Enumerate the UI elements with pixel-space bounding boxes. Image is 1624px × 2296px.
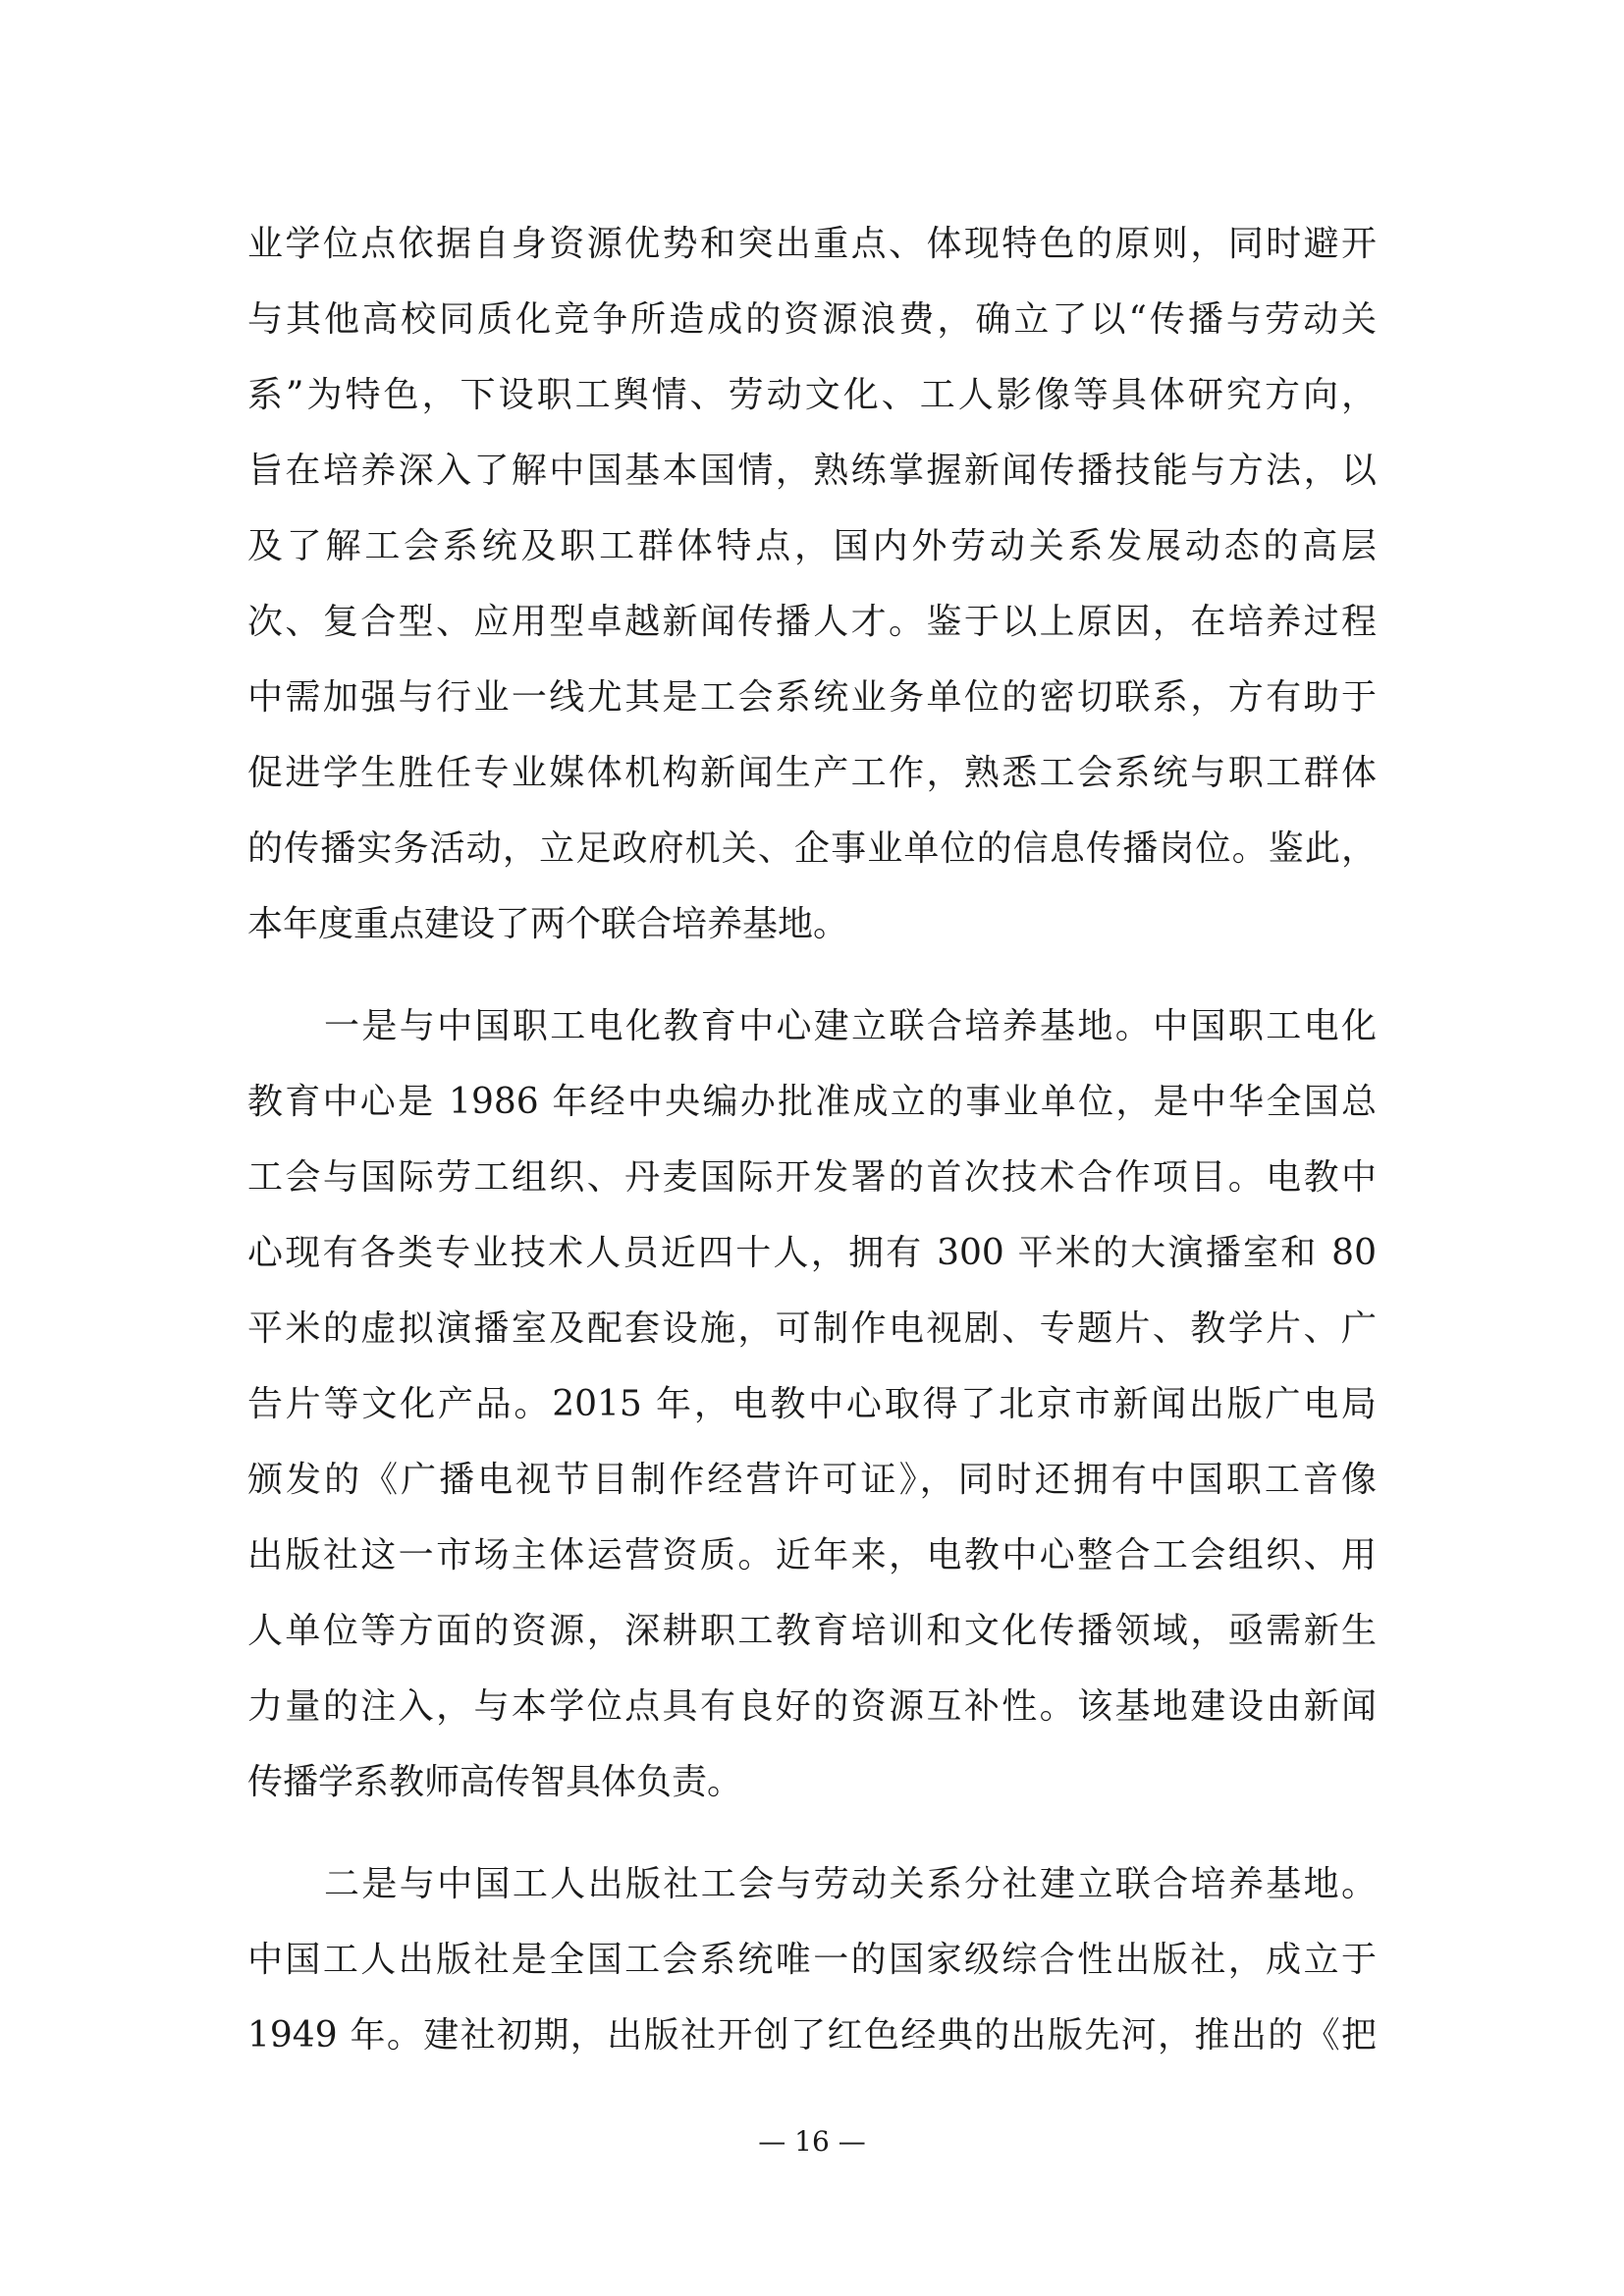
text-line: 人单位等方面的资源，深耕职工教育培训和文化传播领域，亟需新生 xyxy=(247,1611,1377,1651)
text-line: 传播学系教师高传智具体负责。 xyxy=(247,1762,743,1802)
text-line: 系”为特色，下设职工舆情、劳动文化、工人影像等具体研究方向， xyxy=(247,375,1377,415)
paragraph-3 xyxy=(247,1846,1377,2073)
text-line: 平米的虚拟演播室及配套设施，可制作电视剧、专题片、教学片、广 xyxy=(247,1308,1377,1349)
paragraph-1 xyxy=(247,206,1377,962)
body-text xyxy=(247,206,1377,2073)
text-line: 中需加强与行业一线尤其是工会系统业务单位的密切联系，方有助于 xyxy=(247,677,1377,718)
text-line: 出版社这一市场主体运营资质。近年来，电教中心整合工会组织、用 xyxy=(247,1535,1377,1575)
text-line: 教育中心是 1986 年经中央编办批准成立的事业单位，是中华全国总 xyxy=(247,1082,1377,1122)
text-line: 颁发的《广播电视节目制作经营许可证》，同时还拥有中国职工音像 xyxy=(247,1460,1377,1500)
page-number: — 16 — xyxy=(758,2125,866,2158)
text-line: 本年度重点建设了两个联合培养基地。 xyxy=(247,904,849,944)
text-line: 一是与中国职工电化教育中心建立联合培养基地。中国职工电化 xyxy=(324,1006,1377,1046)
text-line: 的传播实务活动，立足政府机关、企事业单位的信息传播岗位。鉴此， xyxy=(247,828,1377,869)
paragraph-2 xyxy=(247,988,1377,1820)
text-line: 告片等文化产品。2015 年，电教中心取得了北京市新闻出版广电局 xyxy=(247,1384,1377,1424)
text-line: 与其他高校同质化竞争所造成的资源浪费，确立了以“传播与劳动关 xyxy=(247,299,1377,340)
text-line: 促进学生胜任专业媒体机构新闻生产工作，熟悉工会系统与职工群体 xyxy=(247,753,1377,793)
paragraph-spacer xyxy=(247,1820,1377,1846)
text-line: 及了解工会系统及职工群体特点，国内外劳动关系发展动态的高层 xyxy=(247,526,1377,566)
text-line: 次、复合型、应用型卓越新闻传播人才。鉴于以上原因，在培养过程 xyxy=(247,602,1377,642)
text-line: 二是与中国工人出版社工会与劳动关系分社建立联合培养基地。 xyxy=(324,1864,1377,1904)
text-line: 中国工人出版社是全国工会系统唯一的国家级综合性出版社，成立于 xyxy=(247,1940,1377,1980)
paragraph-spacer xyxy=(247,962,1377,988)
text-line: 力量的注入，与本学位点具有良好的资源互补性。该基地建设由新闻 xyxy=(247,1686,1377,1727)
text-line: 工会与国际劳工组织、丹麦国际开发署的首次技术合作项目。电教中 xyxy=(247,1157,1377,1198)
text-line: 业学位点依据自身资源优势和突出重点、体现特色的原则，同时避开 xyxy=(247,224,1377,264)
text-line: 心现有各类专业技术人员近四十人，拥有 300 平米的大演播室和 80 xyxy=(247,1233,1377,1273)
text-line: 旨在培养深入了解中国基本国情，熟练掌握新闻传播技能与方法，以 xyxy=(247,451,1377,491)
text-line: 1949 年。建社初期，出版社开创了红色经典的出版先河，推出的《把 xyxy=(247,2015,1377,2056)
